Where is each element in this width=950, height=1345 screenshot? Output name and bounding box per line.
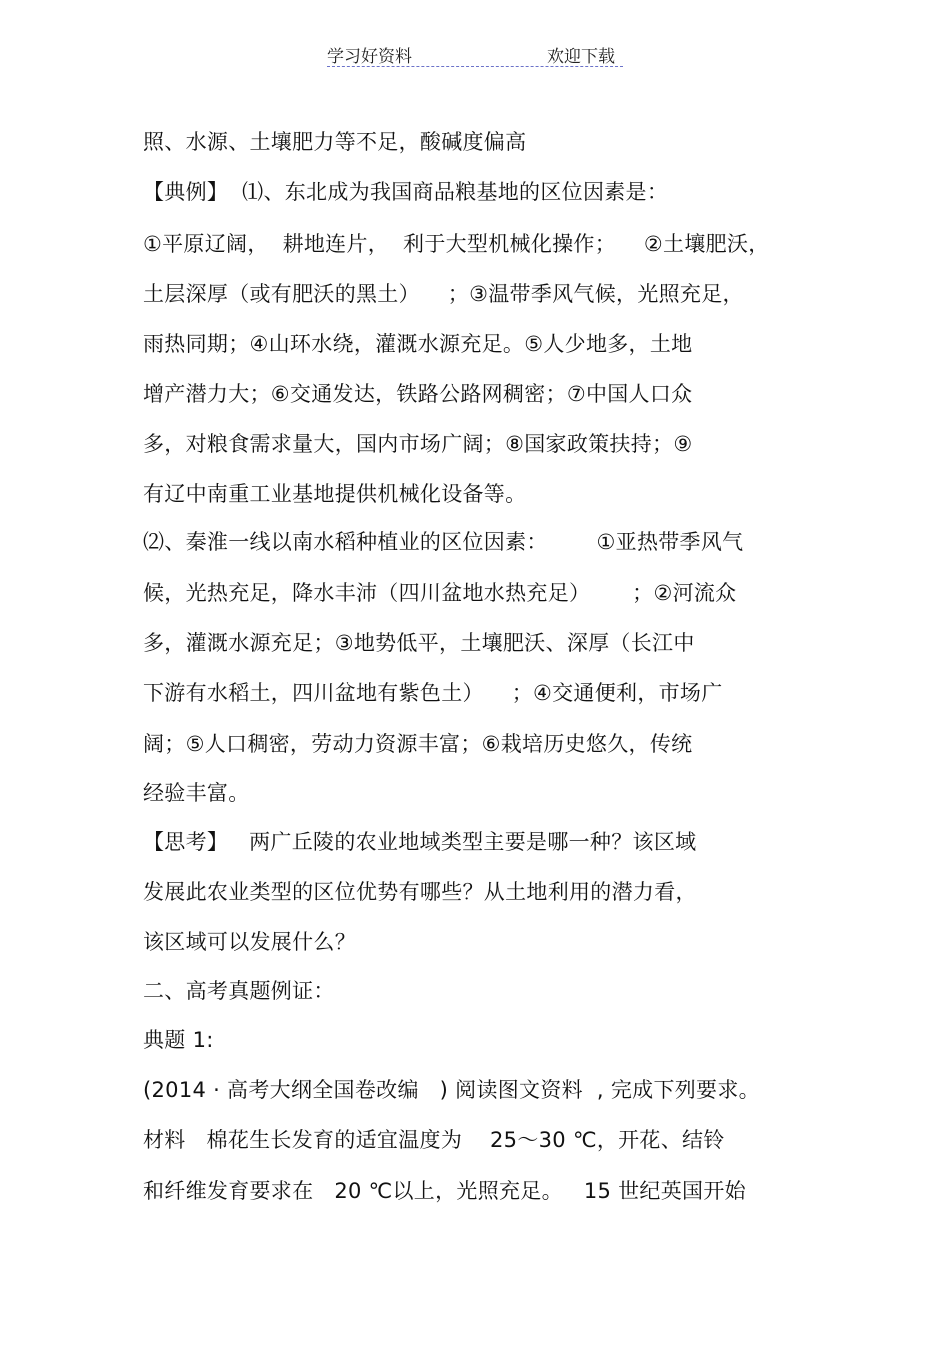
header-left-text: 学习好资料 <box>327 47 412 67</box>
text-line: 土层深厚（或有肥沃的黑土） ；③温带季风气候，光照充足， <box>143 282 744 306</box>
text-line: (2014 · 高考大纲全国卷改编 ) 阅读图文资料 , 完成下列要求。 <box>143 1078 760 1102</box>
text-line: 发展此农业类型的区位优势有哪些？从土地利用的潜力看， <box>143 880 697 904</box>
page-header <box>327 42 623 67</box>
text-line: 多，对粮食需求量大，国内市场广阔；⑧国家政策扶持；⑨ <box>143 432 693 456</box>
header-right-text: 欢迎下载 <box>547 47 615 67</box>
text-line: 多，灌溉水源充足；③地势低平，土壤肥沃、深厚（长江中 <box>143 631 695 655</box>
text-line: 阔；⑤人口稠密，劳动力资源丰富；⑥栽培历史悠久，传统 <box>143 732 693 756</box>
text-line: 下游有水稻土，四川盆地有紫色土） ；④交通便利，市场广 <box>143 681 723 705</box>
text-line: 增产潜力大；⑥交通发达，铁路公路网稠密；⑦中国人口众 <box>143 382 693 406</box>
text-line: 经验丰富。 <box>143 781 250 805</box>
text-line: 材料 棉花生长发育的适宜温度为 25～30 ℃，开花、结铃 <box>143 1128 725 1152</box>
text-line: ⑵、秦淮一线以南水稻种植业的区位因素： ①亚热带季风气 <box>143 530 744 554</box>
text-line: 候，光热充足，降水丰沛（四川盆地水热充足） ；②河流众 <box>143 581 737 605</box>
text-line: 有辽中南重工业基地提供机械化设备等。 <box>143 482 527 506</box>
text-line: ①平原辽阔， 耕地连片， 利于大型机械化操作； ②土壤肥沃， <box>143 232 770 256</box>
text-line: 该区域可以发展什么？ <box>143 930 356 954</box>
text-line: 照、水源、土壤肥力等不足，酸碱度偏高 <box>143 130 527 154</box>
text-line: 二、高考真题例证： <box>143 979 335 1003</box>
text-line: 和纤维发育要求在 20 ℃以上，光照充足。 15 世纪英国开始 <box>143 1179 746 1203</box>
text-line: 【思考】 两广丘陵的农业地域类型主要是哪一种？该区域 <box>143 830 697 854</box>
text-line: 【典例】 ⑴、东北成为我国商品粮基地的区位因素是： <box>143 180 669 204</box>
text-line: 雨热同期；④山环水绕，灌溉水源充足。⑤人少地多，土地 <box>143 332 693 356</box>
text-line: 典题 1: <box>143 1028 214 1052</box>
